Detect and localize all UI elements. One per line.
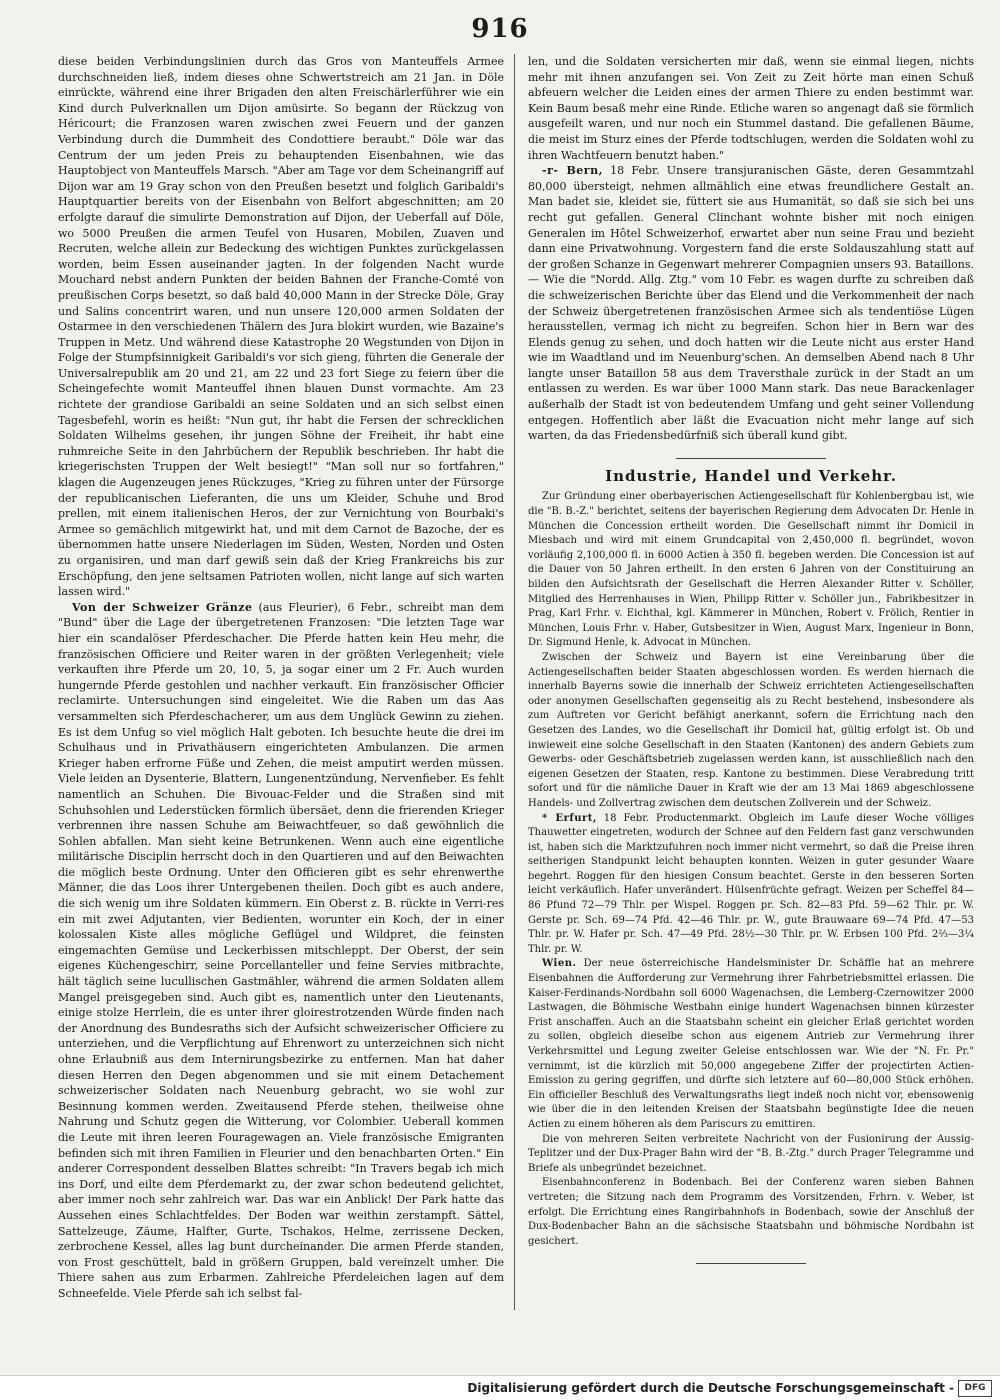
page-number: 916 xyxy=(471,14,529,44)
article-body-swiss-border: (aus Fleurier), 6 Febr., schreibt man dem "Bund" über die Lage der übergetretenen Franzosen: "Die letzten Tage war hier ein scandalöser Pferdeschacher. Die Pferde hatten kein Heu mehr, die französischen Officiere und Reiter waren in der größten Verlegenheit; viele verkauften ihre Pferde um 20, 10, 5, ja sogar einer um 2 Fr. Auch wurden hungernde Pferde gestohlen und nachher verkauft. Ein französischer Officier reclamirte. Untersuchungen sind eingeleitet. Wie die Raben um das Aas versammelten sich Pferdeschacherer, um aus dem Unglück Gewinn zu ziehen. Es ist dem Unfug so viel möglich Halt geboten. Ich besuchte heute die drei im Schulhaus und in Privathäusern eingerichteten Ambulanzen. Die armen Krieger haben erfrorne Füße und Zehen, die meist amputirt werden müssen. Viele leiden an Dysenterie, Blattern, Lungenentzündung, Nervenfieber. Es fehlt namentlich an Schuhen. Die Bivouac-Felder und die Straßen sind mit Schuhsohlen und Lederstücken förmlich übersäet, denn die frierenden Krieger verbrennen ihre nassen Schuhe am Beiwachtfeuer, so daß gewöhnlich die Sohlen abfallen. Man sieht keine Betrunkenen. Wenn auch eine eigentliche militärische Disciplin herrscht doch in den Quartieren und auf den Beiwachten die möglich beste Ordnung. Unter den Officieren gibt es sehr ehrenwerthe Männer, die das Loos ihrer Untergebenen theilen. Doch gibt es auch andere, die sich wenig um ihre Soldaten kümmern. Ein Oberst z. B. rückte in Verri-res ein mit zwei Adjutanten, vier Bedienten, worunter ein Koch, der in einer kolossalen Kiste alles mögliche Geflügel und Wildpret, die feinsten eingemachten Gemüse und Leckerbissen mitschleppt. Der Oberst, der sein eigenes Küchengeschirr, seine Porcellanteller und feine Servies mitbrachte, hält täglich seine lucullischen Gastmähler, während die armen Soldaten allem Mangel preisgegeben sind. Auch gibt es, namentlich unter den Lieutenants, einige stolze Herrlein, die es unter ihrer gloirestrotzenden Würde finden nach der Anordnung des Bundesraths sich der Aufsicht schweizerischer Officiere zu unterziehen, und die Verpflichtung auf Ehrenwort zu unterzeichnen sich nicht ohne Erlaubniß aus dem Internirungsbezirke zu entfernen. Man hat daher diesen Herren den Degen abgenommen und sie mit einem Detachement schweizerischer Soldaten nach Neuenburg gebracht, wo sie wohl zur Besinnung kommen werden. Zweitausend Pferde stehen, theilweise ohne Nahrung und Schutz gegen die Witterung, vor Colombier. Ueberall kommen die Leute mit ihren leeren Fouragewagen an. Viele französische Emigranten befinden sich mit ihren Familien in Fleurier und den benachbarten Orten." Ein anderer Correspondent desselben Blattes schreibt: "In Travers begab ich mich ins Dorf, und eilte dem Pferdemarkt zu, der zwar schon bedeutend gelichtet, aber immer noch sehr zahlreich war. Das war ein Anblick! Der Park hatte das Aussehen eines Schlachtfeldes. Der Boden war weithin zerstampft. Sättel, Sattelzeuge, Zäume, Halfter, Gurte, Tschakos, Helme, zerrissene Decken, zerbrochene Kessel, alles lag bunt durcheinander. Die armen Pferde standen, von Frost geschüttelt, bald in größern Gruppen, bald vereinzelt umher. Die Thiere sahen aus zum Erbarmen. Zahlreiche Pferdeleichen lagen auf dem Schneefelde. Viele Pferde sah ich selbst fal- xyxy=(58,600,504,1300)
column-divider xyxy=(514,54,515,1310)
end-divider xyxy=(696,1263,806,1264)
right-paragraph-4: Zwischen der Schweiz und Bayern ist eine Vereinbarung über die Actiengesellschaften beider Staaten abgeschlossen worden. Es werden hiernach die innerhalb Bayerns sowie die innerhalb der Schweiz errichteten Actiengesellschaften oder anonymen Gesellschaften gegenseitig als zu Recht bestehend, insbesondere als zum Auftreten vor Gericht befähigt anerkannt, sofern die Errichtung nach den Gesetzen des Landes, wo die Gesellschaft ihr Domicil hat, gültig erfolgt ist. Ob und inwieweit eine solche Gesellschaft in den Staaten (Kantonen) des andern Gebiets zum Gewerbs- oder Geschäftsbetrieb zugelassen werden kann, ist ausschließlich nach den eigenen Gesetzen der Staaten, resp. Kantone zu bestimmen. Diese Verabredung tritt sofort und für die nämliche Dauer in Kraft wie der am 13 Mai 1869 abgeschlossene Handels- und Zollvertrag zwischen dem deutschen Zollverein und der Schweiz. xyxy=(528,651,974,809)
right-paragraph-1: len, und die Soldaten versicherten mir daß, wenn sie einmal liegen, nichts mehr mit ihnen anzufangen sei. Von Zeit zu Zeit hörte man einen Schuß abfeuern welcher die Leiden eines der armen Thiere zu enden bestimmt war. Kein Baum besaß mehr eine Rinde. Etliche waren so angenagt daß sie förmlich ausgefeilt waren, und nur noch ein Stummel dastand. Die gefallenen Bäume, die meist im Sturz eines der Pferde todtschlugen, werden die Soldaten wohl zu ihren Wachtfeuern benutzt haben." xyxy=(528,55,974,162)
digitization-footer xyxy=(0,1375,1000,1400)
article-heading-bern: -r- Bern, xyxy=(542,164,603,178)
footer-credit: Digitalisierung gefördert durch die Deutsche Forschungsgemeinschaft - xyxy=(467,1381,954,1395)
article-heading-swiss-border: Von der Schweizer Gränze xyxy=(72,600,253,614)
article-body-bern: 18 Febr. Unsere transjuranischen Gäste, deren Gesammtzahl 80,000 übersteigt, nehmen allmählich eine etwas freundlichere Gestalt an. Man badet sie, kleidet sie, füttert sie aus Humanität, so daß sie sich bei uns recht gut gefallen. General Clinchant wohnte bisher mit noch einigen Generalen im Hôtel Schweizerhof, erwartet aber nun seine Frau und bezieht dann eine Privatwohnung. Vorgestern fand die erste Soldauszahlung statt auf der großen Schanze in Gegenwart mehrerer Compagnien unsers 93. Bataillons. — Wie die "Nordd. Allg. Ztg." vom 10 Febr. es wagen durfte zu schreiben daß die schweizerischen Berichte über das Elend und die Verkommenheit der nach der Schweiz übergetretenen französischen Armee sich als tendentiöse Lügen herausstellen, vermag ich nicht zu begreifen. Schon hier in Bern war des Elends genug zu sehen, und doch hatten wir die Leute nicht aus erster Hand wie im Waadtland und im Neuenburg'schen. An demselben Abend nach 8 Uhr langte unser Bataillon 58 aus dem Traversthale zurück in der Stadt an um entlassen zu werden. Es war über 1000 Mann stark. Das neue Barackenlager außerhalb der Stadt ist von bedeutendem Umfang und geht seiner Vollendung entgegen. Hoffentlich aber läßt die Evacuation nicht mehr lange auf sich warten, da das Friedensbedürfniß sich überall kund gibt. xyxy=(528,164,974,443)
left-paragraph-2 xyxy=(58,600,504,1302)
left-column xyxy=(58,54,504,1314)
right-column xyxy=(528,54,974,1264)
right-paragraph-8: Eisenbahnconferenz in Bodenbach. Bei der Conferenz waren sieben Bahnen vertreten; die Sitzung nach dem Programm des Vorsitzenden, Frhrn. v. Weber, ist erfolgt. Die Errichtung eines Rangirbahnhofs in Bodenbach, sowie der Anschluß der Dux-Bodenbacher Bahn an die sächsische Staatsbahn und böhmische Nordbahn ist gesichert. xyxy=(528,1177,974,1247)
left-paragraph-1: diese beiden Verbindungslinien durch das Gros von Manteuffels Armee durchschneiden ließ, indem dieses ohne Schwertstreich am 21 Jan. in Döle einrückte, während eine ihrer Brigaden den alten Freischärlerführer wie ein Kind durch Pulverknallen um Dijon amüsirte. So begann der Rückzug von Héricourt; die Franzosen waren zwischen zwei Feuern und der ganzen Verbindung durch die Dummheit des Condottiere beraubt." Döle war das Centrum der um jeden Preis zu behauptenden Eisenbahnen, wie das Hauptobject von Manteuffels Marsch. "Aber am Tage vor dem Scheinangriff auf Dijon war am 19 Gray schon von den Preußen besetzt und folglich Garibaldi's Hauptquartier bereits von der Eisenbahn von Belfort abgeschnitten; am 20 erfolgte darauf die simulirte Demonstration auf Dijon, der Ueberfall auf Döle, wo 5000 Preußen die armen Teufel von Husaren, Mobilen, Zuaven und Recruten, welche allein zur Bedeckung des wichtigen Punktes zurückgelassen worden, beim Essen auseinander jagten. In der folgenden Nacht wurde Mouchard nebst andern Punkten der beiden Bahnen der Franche-Comté von preußischen Corps besetzt, so daß bald 40,000 Mann in der Strecke Döle, Gray und Salins concentrirt waren, und nun unsere 120,000 armen Soldaten der Ostarmee in den verschiedenen Thälern des Jura blokirt wurden, wie Bazaine's Truppen in Metz. Und während diese Katastrophe 20 Wegstunden von Dijon in Folge der Stumpfsinnigkeit Garibaldi's vor sich gieng, führten die Generale der Universalrepublik am 20 und 21, am 22 und 23 fort Siege zu feiern über die Scheingefechte womit Manteuffel ihnen blauen Dunst vormachte. Am 23 richtete der grandiose Garibaldi an seine Soldaten und an sich selbst einen Tagesbefehl, worin es heißt: "Nun gut, ihr habt die Fersen der schrecklichen Soldaten Wilhelms gesehen, ihr jungen Söhne der Freiheit, ihr habt eine ruhmreiche Seite in den Jahrbüchern der Republik beschrieben. Ihr habt die kriegerischsten Truppen der Welt besiegt!" "Man soll nur so fortfahren," klagen die Augenzeugen jenes Rückzuges, "Krieg zu führen unter der Fürsorge der republicanischen Lieferanten, die uns um Kleider, Schuhe und Brod prellen, mit einem italienischen Heros, der zur Vernichtung von Bourbaki's Armee so gemächlich mitgewirkt hat, und mit dem Carnot de Bazoche, der es übernommen hatte unsere Niederlagen im Süden, Westen, Norden und Osten zu organisiren, und man darf gewiß sein daß der Krieg Frankreichs bis zur Erschöpfung, den jene seltsamen Patrioten wollen, nicht lange auf sich warten lassen wird." xyxy=(58,55,504,599)
article-heading-erfurt: * Erfurt, xyxy=(542,812,597,824)
right-paragraph-5 xyxy=(528,812,974,958)
dfg-logo: DFG xyxy=(958,1380,992,1397)
article-body-wien: Der neue österreichische Handelsminister Dr. Schäffle hat an mehrere Eisenbahnen die Aufforderung zur Vermehrung ihrer Fahrbetriebsmittel erlassen. Die Kaiser-Ferdinands-Nordbahn soll 6000 Wagenachsen, die Lemberg-Czernowitzer 2000 Lastwagen, die Böhmische Westbahn einige hundert Wagenachsen binnen kürzester Frist anschaffen. Auch an die Staatsbahn scheint ein gleicher Erlaß gerichtet worden zu sollen, obgleich dieselbe schon aus eigenem Antrieb zur Vermehrung ihrer Verkehrsmittel und Legung zweiter Geleise entschlossen war. Wie der "N. Fr. Pr." vernimmt, ist die kürzlich mit 50,000 angegebene Ziffer der projectirten Actien-Emission zu gering gegriffen, und dürfte sich letztere auf 60—80,000 Stück erhöhen. Ein officieller Beschluß des Verwaltungsraths liegt indeß noch nicht vor, ebensowenig wie über die in den leitenden Kreisen der Staatsbahn begünstigte Idee die neuen Actien zu einem höheren als dem Pariscurs zu emittiren. xyxy=(528,958,974,1130)
section-title: Industrie, Handel und Verkehr. xyxy=(605,466,897,485)
right-paragraph-7: Die von mehreren Seiten verbreitete Nachricht von der Fusionirung der Aussig-Teplitzer und der Dux-Prager Bahn wird der "B. B.-Ztg." durch Prager Telegramme und Briefe als unbegründet bezeichnet. xyxy=(528,1133,974,1174)
article-body-erfurt: 18 Febr. Productenmarkt. Obgleich im Laufe dieser Woche völliges Thauwetter eingetreten, wodurch der Schnee auf den Feldern fast ganz verschwunden ist, haben sich die Marktzufuhren noch immer nicht vermehrt, so daß die Preise ihren seitherigen Standpunkt leicht behaupten konnten. Weizen in guter gesunder Waare begehrt. Roggen für den hiesigen Consum beachtet. Gerste in den besseren Sorten leicht verkäuflich. Hafer unverändert. Hülsenfrüchte gefragt. Weizen per Scheffel 84—86 Pfund 72—79 Thlr. per Wispel. Roggen pr. Sch. 82—83 Pfd. 59—62 Thlr. pr. W. Gerste pr. Sch. 69—74 Pfd. 42—46 Thlr. pr. W., gute Brauwaare 69—74 Pfd. 47—53 Thlr. pr. W. Hafer pr. Sch. 47—49 Pfd. 28½—30 Thlr. pr. W. Erbsen 100 Pfd. 2⅔—3¼ Thlr. pr. W. xyxy=(528,812,974,955)
right-paragraph-2 xyxy=(528,163,974,444)
section-divider xyxy=(676,458,826,459)
right-paragraph-6 xyxy=(528,957,974,1132)
right-paragraph-3: Zur Gründung einer oberbayerischen Actiengesellschaft für Kohlenbergbau ist, wie die "B. B.-Z." berichtet, seitens der bayerischen Regierung dem Advocaten Dr. Henle in München die Concession ertheilt worden. Die Gesellschaft nimmt ihr Domicil in Miesbach und wird mit einem Grundcapital von 2,450,000 fl. begründet, wovon vorläufig 2,100,000 fl. in 6000 Actien à 350 fl. begeben werden. Die Concession ist auf die Dauer von 50 Jahren ertheilt. In den ersten 6 Jahren von der Constituirung an bilden den Aufsichtsrath der Gesellschaft die Herren Alexander Ritter v. Schöller, Mitglied des Herrenhauses in Wien, Philipp Ritter v. Schöller jun., Fabrikbesitzer in Prag, Karl Frhr. v. Eichthal, kgl. Kämmerer in München, Robert v. Frölich, Rentier in München, Louis Frhr. v. Haber, Gutsbesitzer in Wien, August Marx, Ingenieur in Bonn, Dr. Sigmund Henle, k. Advocat in München. xyxy=(528,491,974,649)
article-heading-wien: Wien. xyxy=(542,958,577,970)
